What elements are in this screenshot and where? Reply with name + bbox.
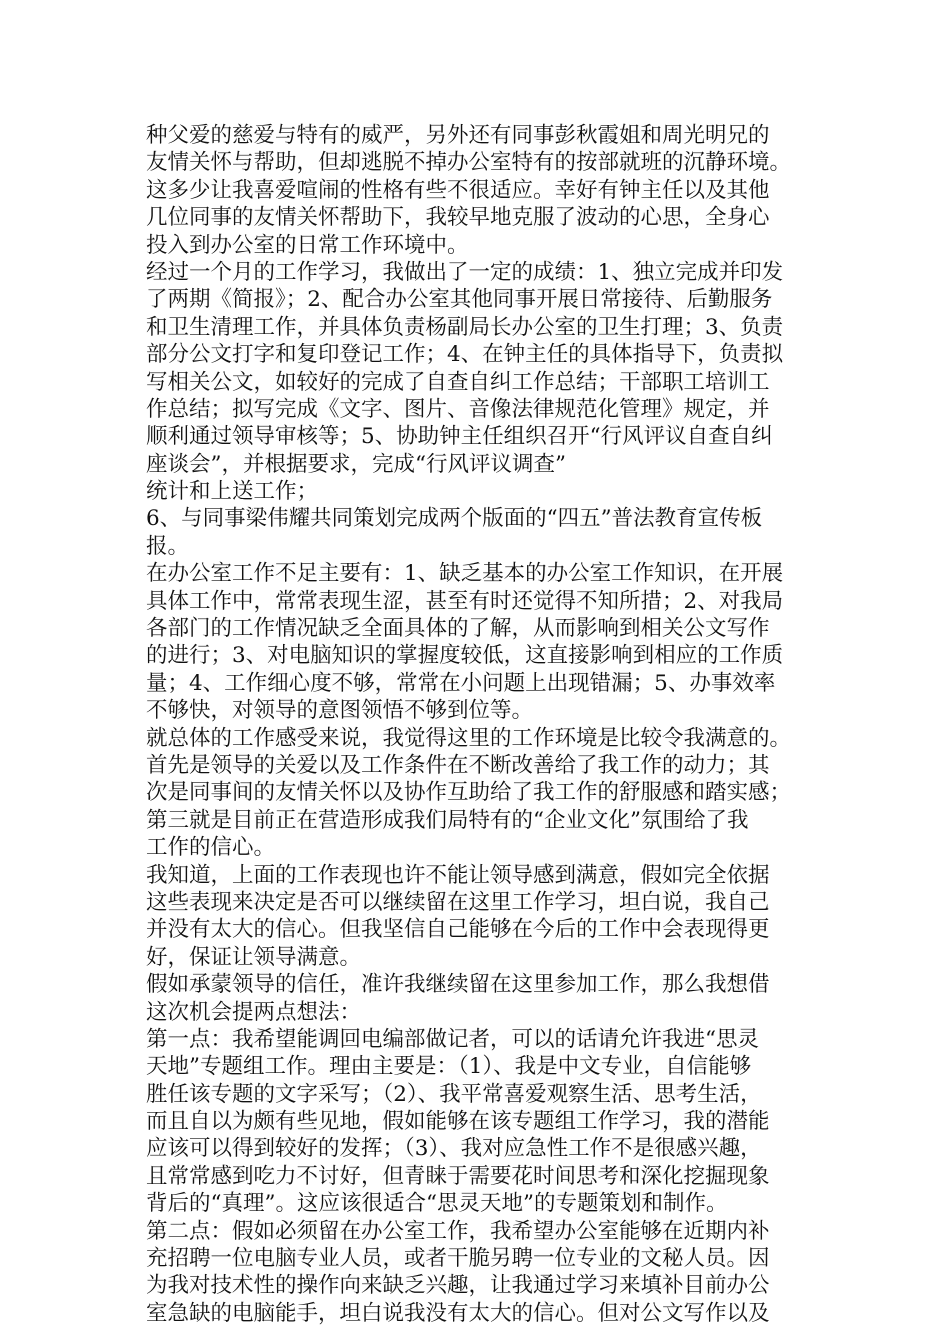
text-line: 为我对技术性的操作向来缺乏兴趣，让我通过学习来填补目前办公: [146, 1273, 770, 1299]
text-line: 几位同事的友情关怀帮助下，我较早地克服了波动的心思，全身心: [146, 205, 770, 231]
text-line: 种父爱的慈爱与特有的威严，另外还有同事彭秋霞姐和周光明兄的: [146, 123, 770, 148]
text-line: 不够快，对领导的意图领悟不够到位等。: [146, 698, 534, 724]
text-line: 这多少让我喜爱喧闹的性格有些不很适应。幸好有钟主任以及其他: [146, 177, 770, 203]
text-line: 和卫生清理工作，并具体负责杨副局长办公室的卫生打理；3、负责: [146, 314, 784, 340]
text-line: 了两期《简报》；2、配合办公室其他同事开展日常接待、后勤服务: [146, 287, 773, 313]
text-line: 在办公室工作不足主要有：1、缺乏基本的办公室工作知识，在开展: [146, 561, 784, 587]
text-line: 友情关怀与帮助，但却逃脱不掉办公室特有的按部就班的沉静环境。: [146, 150, 792, 176]
text-line: 投入到办公室的日常工作环境中。: [146, 232, 469, 258]
text-line: 就总体的工作感受来说，我觉得这里的工作环境是比较令我满意的。: [146, 725, 792, 751]
text-line: 好，保证让领导满意。: [146, 944, 362, 970]
text-line: 背后的“真理”。这应该很适合“思灵天地”的专题策划和制作。: [146, 1191, 728, 1217]
text-line: 次是同事间的友情关怀以及协作互助给了我工作的舒服感和踏实感；: [146, 780, 792, 806]
text-line: 统计和上送工作；: [146, 479, 319, 505]
text-line: 部分公文打字和复印登记工作；4、在钟主任的具体指导下，负责拟: [146, 342, 784, 368]
document-body: [146, 122, 816, 1327]
text-line: 假如承蒙领导的信任，准许我继续留在这里参加工作，那么我想借: [146, 972, 770, 998]
text-line: 室急缺的电脑能手，坦白说我没有太大的信心。但对公文写作以及: [146, 1300, 770, 1326]
text-line: 具体工作中，常常表现生涩，甚至有时还觉得不知所措；2、对我局: [146, 588, 784, 614]
text-line: 首先是领导的关爱以及工作条件在不断改善给了我工作的动力；其: [146, 752, 770, 778]
text-line: 第一点：我希望能调回电编部做记者，可以的话请允许我进“思灵: [146, 1026, 759, 1052]
text-line: 充招聘一位电脑专业人员，或者干脆另聘一位专业的文秘人员。因: [146, 1246, 770, 1272]
text-line: 座谈会”，并根据要求，完成“行风评议调查”: [146, 451, 566, 477]
text-line: 天地”专题组工作。理由主要是：（1）、我是中文专业，自信能够: [146, 1054, 752, 1080]
text-line: 胜任该专题的文字采写；（2）、我平常喜爱观察生活、思考生活，: [146, 1081, 762, 1107]
text-line: 作总结；拟写完成《文字、图片、音像法律规范化管理》规定，并: [146, 396, 770, 422]
text-line: 并没有太大的信心。但我坚信自己能够在今后的工作中会表现得更: [146, 917, 770, 943]
text-line: 这次机会提两点想法：: [146, 999, 362, 1025]
text-line: 我知道，上面的工作表现也许不能让领导感到满意，假如完全依据: [146, 862, 770, 888]
text-line: 顺利通过领导审核等；5、协助钟主任组织召开“行风评议自查自纠: [146, 424, 773, 450]
text-line: 的进行；3、对电脑知识的掌握度较低，这直接影响到相应的工作质: [146, 643, 784, 669]
text-line: 6、与同事梁伟耀共同策划完成两个版面的“四五”普法教育宣传板: [146, 506, 763, 532]
text-line: 而且自以为颇有些见地，假如能够在该专题组工作学习，我的潜能: [146, 1109, 770, 1135]
text-line: 写相关公文，如较好的完成了自查自纠工作总结；干部职工培训工: [146, 369, 770, 395]
text-line: 工作的信心。: [146, 835, 276, 861]
text-line: 报。: [146, 533, 190, 559]
text-line: 这些表现来决定是否可以继续留在这里工作学习，坦白说，我自己: [146, 889, 770, 915]
text-line: 各部门的工作情况缺乏全面具体的了解，从而影响到相关公文写作: [146, 616, 770, 642]
text-line: 且常常感到吃力不讨好，但青睐于需要花时间思考和深化挖掘现象: [146, 1163, 770, 1189]
text-line: 量；4、工作细心度不够，常常在小问题上出现错漏；5、办事效率: [146, 670, 776, 696]
text-line: 第二点：假如必须留在办公室工作，我希望办公室能够在近期内补: [146, 1218, 770, 1244]
text-line: 应该可以得到较好的发挥；（3）、我对应急性工作不是很感兴趣，: [146, 1136, 762, 1162]
text-line: 经过一个月的工作学习，我做出了一定的成绩：1、独立完成并印发: [146, 259, 784, 285]
text-line: 第三就是目前正在营造形成我们局特有的“企业文化”氛围给了我: [146, 807, 749, 833]
